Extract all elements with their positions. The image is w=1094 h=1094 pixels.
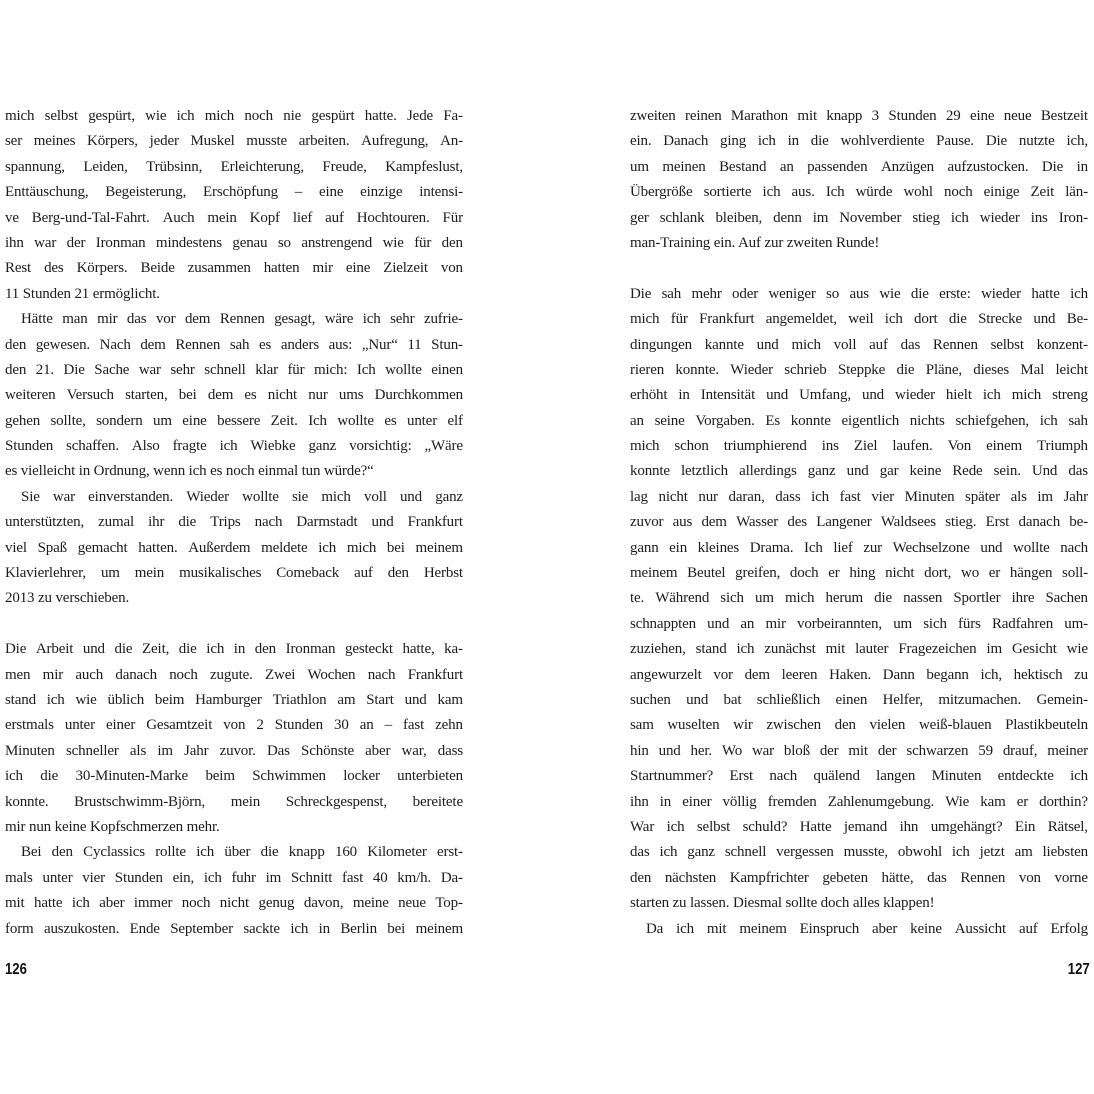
text-line: te. Während sich um mich herum die nassen Sportler ihre Sachen xyxy=(630,590,1088,607)
text-line: form auszukosten. Ende September sackte ich in Berlin bei meinem xyxy=(5,920,463,937)
text-line: konnte. Brustschwimm-Björn, mein Schreckgespenst, bereitete xyxy=(5,793,463,810)
text-line: es vielleicht in Ordnung, wenn ich es noch einmal tun würde?“ xyxy=(5,463,374,480)
text-line: Sie war einverstanden. Wieder wollte sie mich voll und ganz xyxy=(21,488,463,505)
text-line: ein. Danach ging ich in die wohlverdiente Pause. Die nutzte ich, xyxy=(630,133,1088,150)
text-line: stand ich wie üblich beim Hamburger Triathlon am Start und kam xyxy=(5,691,463,708)
text-line: Da ich mit meinem Einspruch aber keine Aussicht auf Erfolg xyxy=(646,920,1088,937)
text-line: mich selbst gespürt, wie ich mich noch nie gespürt hatte. Jede Fa- xyxy=(5,108,463,124)
text-line: men mir auch danach noch zugute. Zwei Wochen nach Frankfurt xyxy=(5,666,463,683)
page-left-text xyxy=(5,104,463,942)
text-line: Klavierlehrer, um mein musikalisches Comeback auf den Herbst xyxy=(5,565,463,582)
text-line: Bei den Cyclassics rollte ich über die knapp 160 Kilometer erst- xyxy=(21,844,463,861)
text-line: hin und her. Wo war bloß der mit der schwarzen 59 drauf, meiner xyxy=(630,742,1088,759)
text-line: Enttäuschung, Begeisterung, Erschöpfung – eine einzige intensi- xyxy=(5,184,463,201)
text-line: zuvor aus dem Wasser des Langener Waldsees stieg. Erst danach be- xyxy=(630,514,1088,531)
text-line: gann ein kleines Drama. Ich lief zur Wechselzone und wollte nach xyxy=(630,539,1088,556)
text-line: ihn war der Ironman mindestens genau so anstrengend wie für den xyxy=(5,234,463,251)
text-line: um meinen Bestand an passenden Anzügen aufzustocken. Die in xyxy=(630,158,1088,175)
text-line: Minuten schneller als im Jahr zuvor. Das Schönste aber war, dass xyxy=(5,742,463,759)
page-number-left: 126 xyxy=(5,961,27,978)
text-line: sam wuselten wir zwischen den vielen weiß-blauen Plastikbeuteln xyxy=(630,717,1088,734)
text-line: zweiten reinen Marathon mit knapp 3 Stunden 29 eine neue Bestzeit xyxy=(630,108,1088,124)
text-line: viel Spaß gemacht hatten. Außerdem meldete ich mich bei meinem xyxy=(5,539,463,556)
text-line: suchen und bat schließlich einen Helfer, mitzumachen. Gemein- xyxy=(630,691,1088,708)
text-line: das ich ganz schnell vergessen musste, obwohl ich jetzt am liebsten xyxy=(630,844,1088,861)
text-line: mit hatte ich aber immer noch nicht genug davon, meine neue Top- xyxy=(5,895,463,912)
text-line: starten zu lassen. Diesmal sollte doch alles klappen! xyxy=(630,895,935,912)
text-line: erstmals unter einer Gesamtzeit von 2 Stunden 30 an – fast zehn xyxy=(5,717,463,734)
text-line: ve Berg-und-Tal-Fahrt. Auch mein Kopf lief auf Hochtouren. Für xyxy=(5,209,463,226)
text-line: ger schlank bleiben, denn im November stieg ich wieder ins Iron- xyxy=(630,209,1088,226)
text-line: zuziehen, stand ich zunächst mit lauter Fragezeichen im Gesicht wie xyxy=(630,641,1088,658)
text-line: ihn in einer völlig fremden Zahlenumgebung. Wie kam er dorthin? xyxy=(630,793,1088,810)
page-right-text xyxy=(630,104,1088,942)
text-line: angewurzelt vor dem leeren Haken. Dann begann ich, hektisch zu xyxy=(630,666,1088,683)
text-line: rieren konnte. Wieder schrieb Steppke die Pläne, dieses Mal leicht xyxy=(630,361,1088,378)
text-line: den nächsten Kampfrichter gebeten hätte, das Rennen von vorne xyxy=(630,869,1088,886)
text-line: an seine Vorgaben. Es konnte eigentlich nichts schiefgehen, ich sah xyxy=(630,412,1088,429)
text-line: mir nun keine Kopfschmerzen mehr. xyxy=(5,818,220,835)
text-line: Hätte man mir das vor dem Rennen gesagt, wäre ich sehr zufrie- xyxy=(21,311,463,328)
text-line: dingungen kannte und mich voll auf das Rennen selbst konzent- xyxy=(630,336,1088,353)
text-line: man-Training ein. Auf zur zweiten Runde! xyxy=(630,234,880,251)
text-line: den gewesen. Nach dem Rennen sah es anders aus: „Nur“ 11 Stun- xyxy=(5,336,463,353)
text-line: gehen sollte, sondern um eine bessere Zeit. Ich wollte es unter elf xyxy=(5,412,463,429)
text-line: Übergröße sortierte ich aus. Ich würde wohl noch einige Zeit län- xyxy=(630,184,1088,201)
text-line: Die Arbeit und die Zeit, die ich in den Ironman gesteckt hatte, ka- xyxy=(5,641,463,658)
text-line: spannung, Leiden, Trübsinn, Erleichterung, Freude, Kampfeslust, xyxy=(5,158,463,175)
text-line: konnte letztlich allerdings ganz und gar keine Rede sein. Und das xyxy=(630,463,1088,480)
text-line: lag nicht nur daran, dass ich fast vier Minuten später als im Jahr xyxy=(630,488,1088,505)
text-line: Rest des Körpers. Beide zusammen hatten mir eine Zielzeit von xyxy=(5,260,463,277)
text-line: erhöht in Intensität und Umfang, und wieder hielt ich mich streng xyxy=(630,387,1088,404)
paragraph-spacer xyxy=(630,256,1088,281)
text-line: mich schon triumphierend ins Ziel laufen. Von einem Triumph xyxy=(630,438,1088,455)
text-line: mals unter vier Stunden ein, ich fuhr im Schnitt fast 40 km/h. Da- xyxy=(5,869,463,886)
text-line: schnappten und an mir vorbeirannten, um sich fürs Radfahren um- xyxy=(630,615,1088,632)
text-line: Startnummer? Erst nach quälend langen Minuten entdeckte ich xyxy=(630,768,1088,785)
text-line: ser meines Körpers, jeder Muskel musste arbeiten. Aufregung, An- xyxy=(5,133,463,150)
text-line: weiteren Versuch starten, bei dem es nicht nur ums Durchkommen xyxy=(5,387,463,404)
text-line: 11 Stunden 21 ermöglicht. xyxy=(5,285,160,302)
page-number-right: 127 xyxy=(1068,961,1090,978)
text-line: Stunden schaffen. Also fragte ich Wiebke ganz vorsichtig: „Wäre xyxy=(5,438,463,455)
text-line: ich die 30-Minuten-Marke beim Schwimmen locker unterbieten xyxy=(5,768,463,785)
text-line: meinem Beutel greifen, doch er hing nicht dort, wo er hängen soll- xyxy=(630,565,1088,582)
text-line: War ich selbst schuld? Hatte jemand ihn umgehängt? Ein Rätsel, xyxy=(630,818,1088,835)
paragraph-spacer xyxy=(5,612,463,637)
text-line: mich für Frankfurt angemeldet, weil ich dort die Strecke und Be- xyxy=(630,311,1088,328)
text-line: 2013 zu verschieben. xyxy=(5,590,130,607)
text-line: unterstützten, zumal ihr die Trips nach Darmstadt und Frankfurt xyxy=(5,514,463,531)
text-line: den 21. Die Sache war sehr schnell klar für mich: Ich wollte einen xyxy=(5,361,463,378)
text-line: Die sah mehr oder weniger so aus wie die erste: wieder hatte ich xyxy=(630,285,1088,302)
